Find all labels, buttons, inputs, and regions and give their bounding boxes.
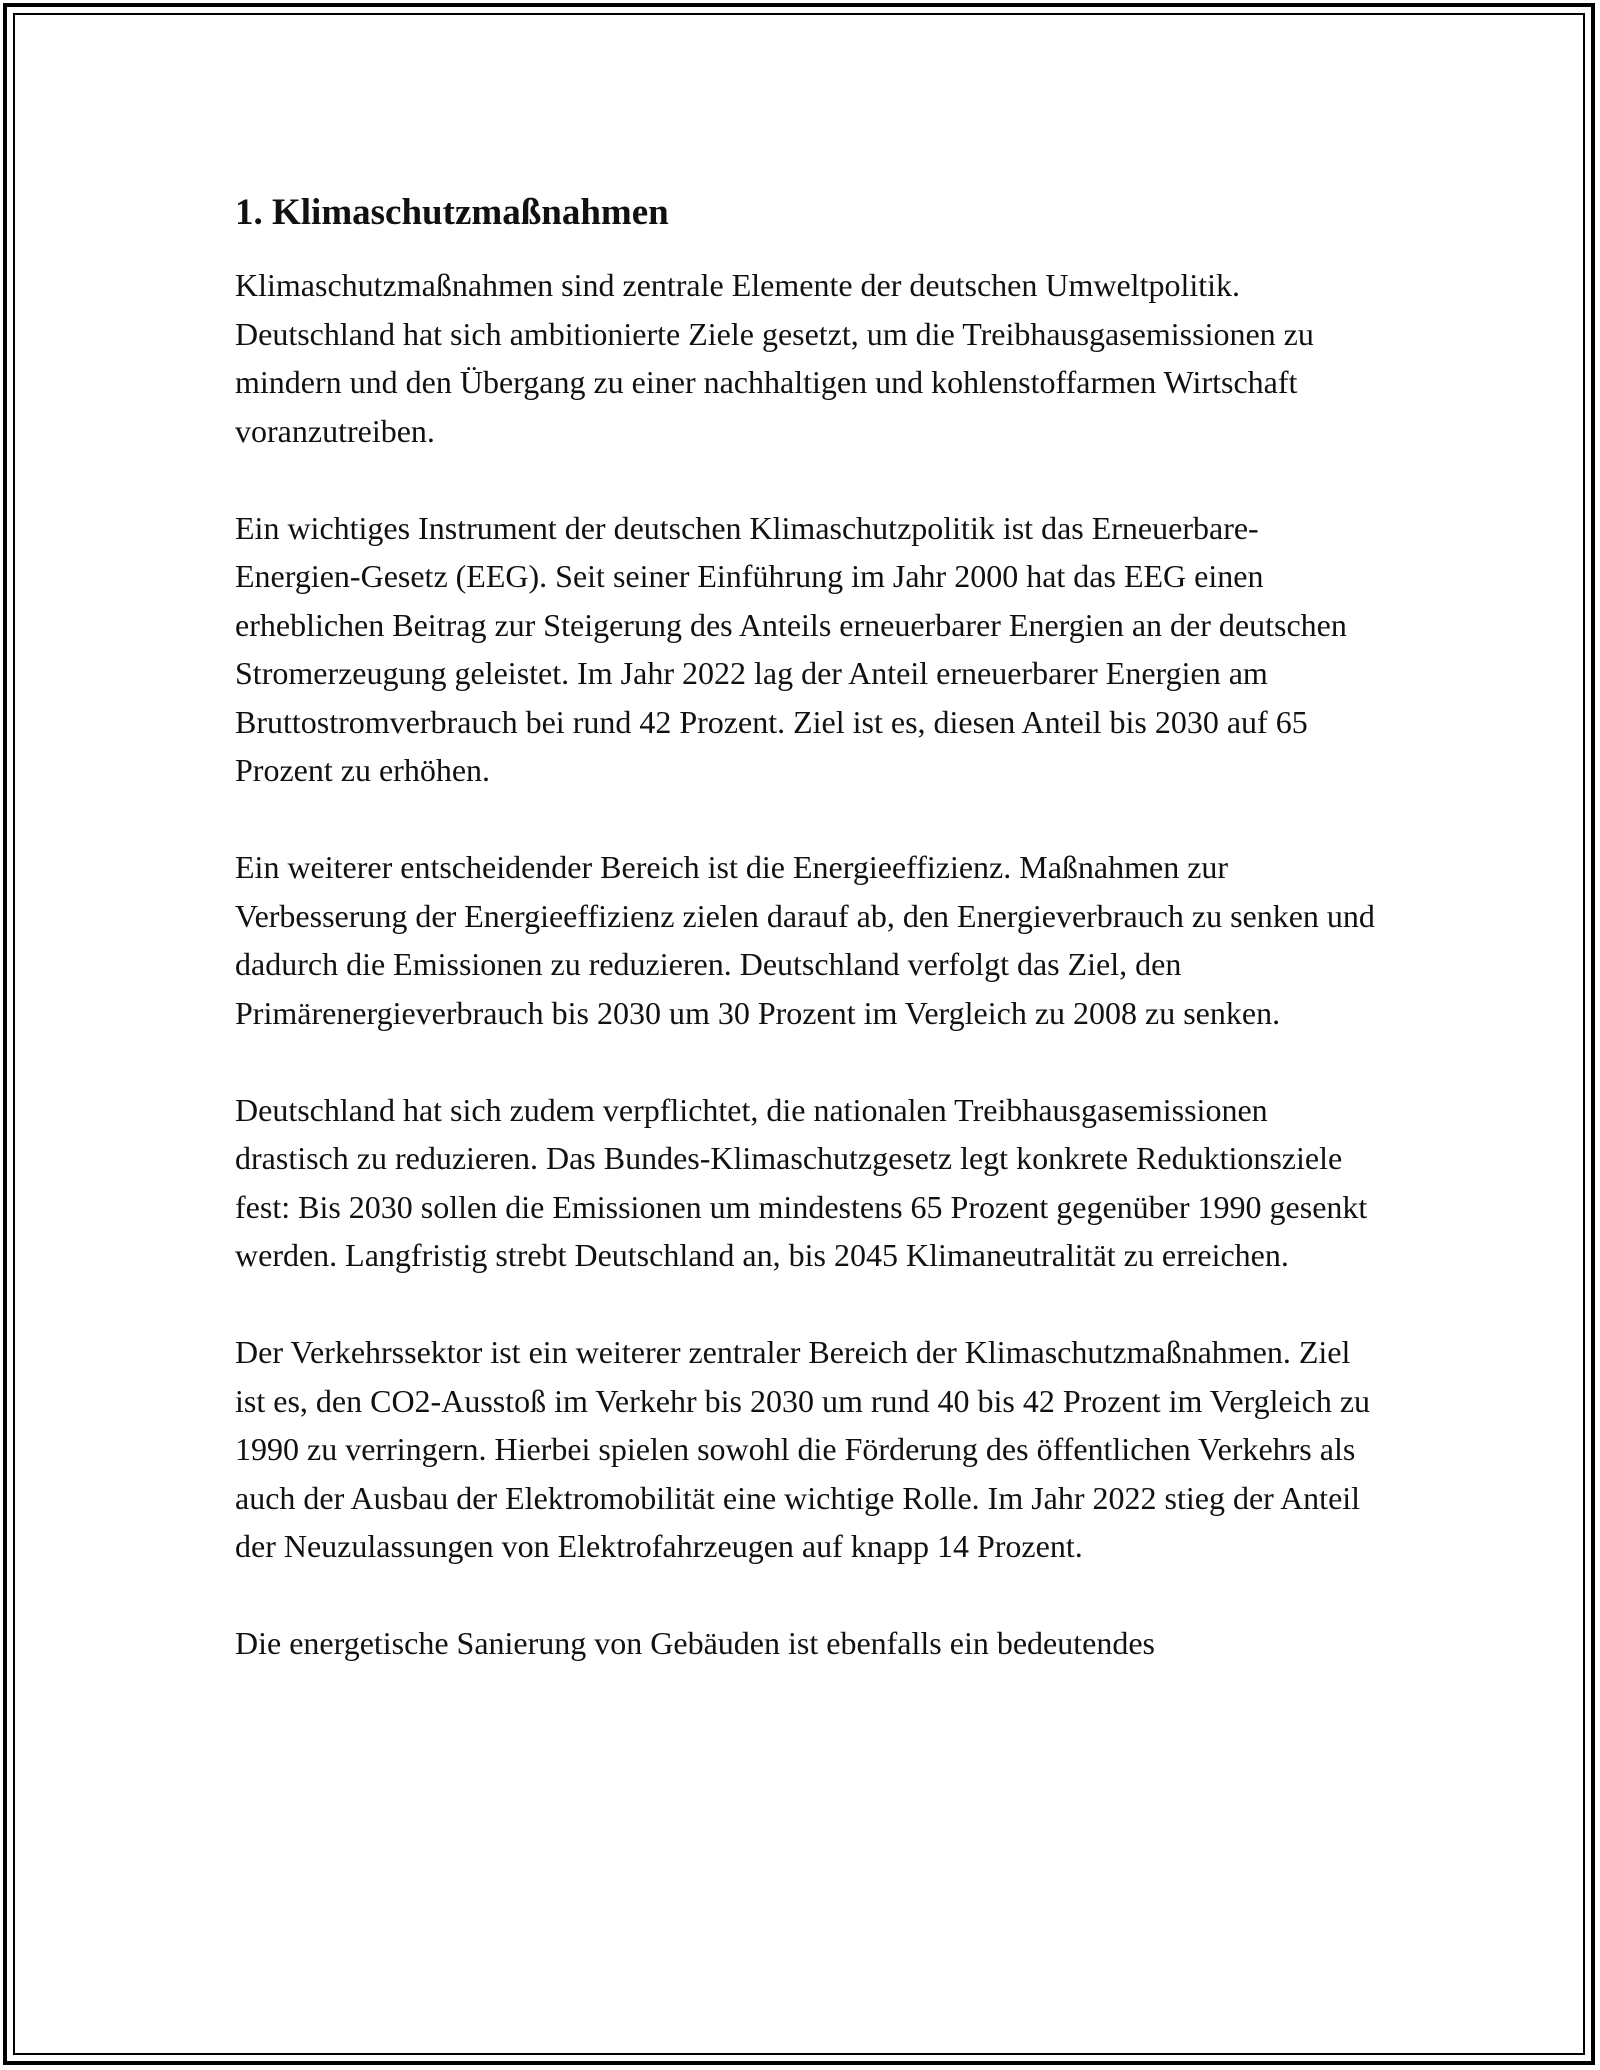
paragraph-eeg: Ein wichtiges Instrument der deutschen Klimaschutzpolitik ist das Erneuerbare-Energien-Gesetz (EEG). Seit seiner Einführung im Jahr 2000 hat das EEG einen erheblichen Beitrag zur Steigerung des Anteils erneuerbarer Energien an der deutschen Stromerzeugung geleistet. Im Jahr 2022 lag der Anteil erneuerbarer Energien am Bruttostromverbrauch bei rund 42 Prozent. Ziel ist es, diesen Anteil bis 2030 auf 65 Prozent zu erhöhen. [235, 509, 1347, 788]
paragraph-transport: Der Verkehrssektor ist ein weiterer zentraler Bereich der Klimaschutzmaßnahmen. Ziel ist es, den CO2-Ausstoß im Verkehr bis 2030 um rund 40 bis 42 Prozent im Vergleich zu 1990 zu verringern. Hierbei spielen sowohl die Förderung des öffentlichen Verkehrs als auch der Ausbau der Elektromobilität eine wichtige Rolle. Im Jahr 2022 stieg der Anteil der Neuzulassungen von Elektrofahrzeugen auf knapp 14 Prozent. [235, 1334, 1371, 1564]
paragraph-intro: Klimaschutzmaßnahmen sind zentrale Elemente der deutschen Umweltpolitik. Deutschland hat sich ambitionierte Ziele gesetzt, um die Treibhausgasemissionen zu mindern und den Übergang zu einer nachhaltigen und kohlenstoffarmen Wirtschaft voranzutreiben. [235, 267, 1314, 449]
section-heading: 1. Klimaschutzmaßnahmen [235, 192, 669, 233]
paragraph-buildings: Die energetische Sanierung von Gebäuden ist ebenfalls ein bedeutendes [235, 1625, 1155, 1661]
paragraph-emission-targets: Deutschland hat sich zudem verpflichtet, die nationalen Treibhausgasemissionen drastisch zu reduzieren. Das Bundes-Klimaschutzgesetz legt konkrete Reduktionsziele fest: Bis 2030 sollen die Emissionen um mindestens 65 Prozent gegenüber 1990 gesenkt werden. Langfristig strebt Deutschland an, bis 2045 Klimaneutralität zu erreichen. [235, 1091, 1368, 1273]
document-body [235, 185, 1375, 1668]
paragraph-energy-efficiency: Ein weiterer entscheidender Bereich ist die Energieeffizienz. Maßnahmen zur Verbesserung der Energieeffizienz zielen darauf ab, den Energieverbrauch zu senken und dadurch die Emissionen zu reduzieren. Deutschland verfolgt das Ziel, den Primärenergieverbrauch bis 2030 um 30 Prozent im Vergleich zu 2008 zu senken. [235, 849, 1375, 1031]
